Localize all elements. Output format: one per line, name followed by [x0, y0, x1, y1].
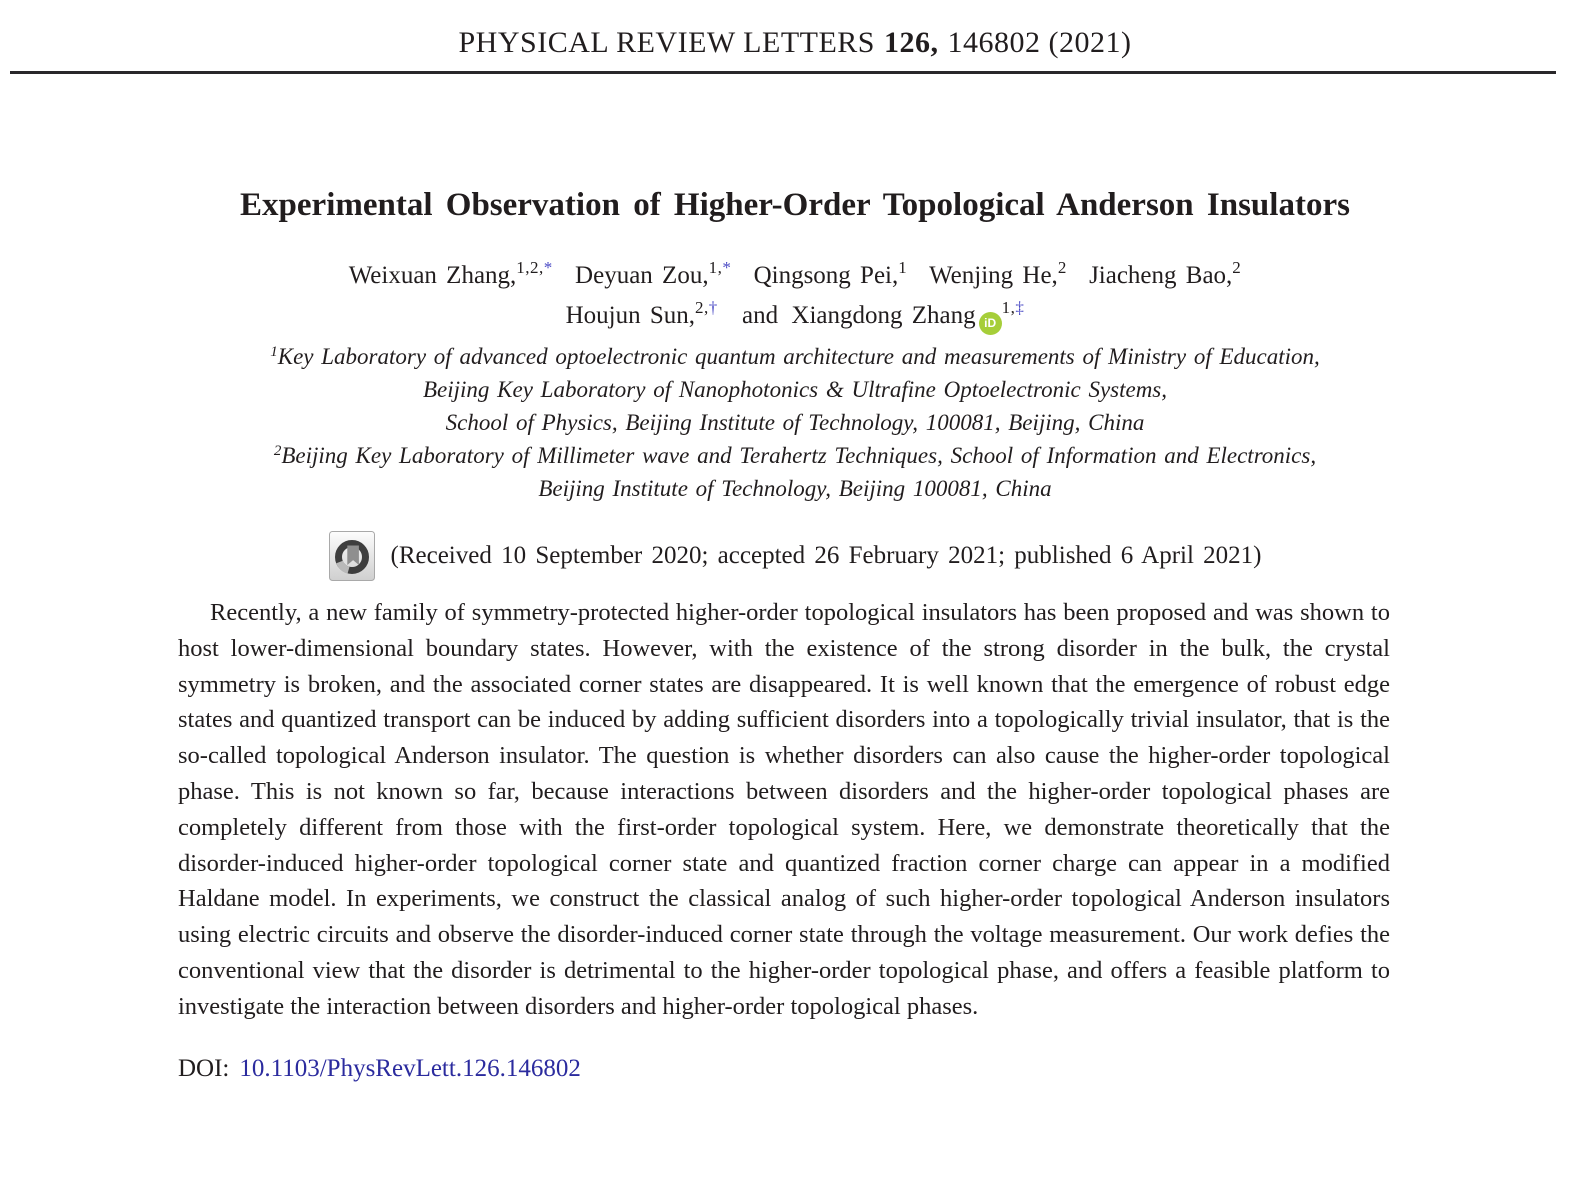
author-affiliation-ref[interactable]: 2 [1057, 258, 1067, 277]
author: Jiacheng Bao,$^2$ [1089, 258, 1242, 289]
doi-link[interactable]: 10.1103/PhysRevLett.126.146802 [239, 1054, 581, 1082]
journal-header [0, 0, 1590, 60]
affiliation-line: Beijing Institute of Technology, Beijing 100081, China [538, 476, 1052, 501]
author: Deyuan Zou,$^{1,*}$ [575, 258, 732, 289]
author: Xiangdong Zhang $iD^{1,\ddagger}$ [791, 302, 1024, 329]
author-affiliation-ref[interactable]: 1 [898, 258, 908, 277]
author-list [0, 256, 1590, 336]
header-divider [10, 71, 1556, 74]
author-affiliation-ref[interactable]: 2 [1232, 258, 1242, 277]
page-title: Experimental Observation of Higher-Order Topological Anderson Insulators [240, 187, 1350, 223]
affiliation-number: 1 [270, 344, 278, 360]
affiliation-line: $^1$Key Laboratory of advanced optoelectronic quantum architecture and measurements of Ministry of Education, [270, 344, 1320, 369]
affiliation-line: School of Physics, Beijing Institute of Technology, 100081, Beijing, China [445, 410, 1145, 435]
affiliation-list [0, 340, 1590, 505]
authors-conjunction: and [742, 302, 779, 329]
doi-label: DOI: [178, 1054, 230, 1082]
abstract-text: Recently, a new family of symmetry-protected higher-order topological insulators has been proposed and was shown to host lower-dimensional boundary states. However, with the existence of the strong disorder in the bulk, the crystal symmetry is broken, and the associated corner states are disappeared. It is well known that the emergence of robust edge states and quantized transport can be induced by adding sufficient disorders into a topologically trivial insulator, that is the so-called topological Anderson insulator. The question is whether disorders can also cause the higher-order topological phase. This is not known so far, because interactions between disorders and the higher-order topological phases are completely different from those with the first-order topological system. Here, we demonstrate theoretically that the disorder-induced higher-order topological corner state and quantized fraction corner charge can appear in a modified Haldane model. In experiments, we construct the classical analog of such higher-order topological Anderson insulators using electric circuits and observe the disorder-induced corner state through the voltage measurement. Our work defies the conventional view that the disorder is detrimental to the higher-order topological phase, and offers a feasible platform to investigate the interaction between disorders and higher-order topological phases. [178, 599, 1390, 1020]
journal-article-number: 146802 (2021) [947, 26, 1132, 59]
journal-volume: 126, [884, 26, 939, 59]
author-affiliation-ref[interactable]: 1,‡ [1001, 298, 1025, 317]
received-dates: (Received 10 September 2020; accepted 26 February 2021; published 6 April 2021) [390, 542, 1262, 569]
affiliation-line: Beijing Key Laboratory of Nanophotonics & Ultrafine Optoelectronic Systems, [422, 377, 1168, 402]
author-affiliation-ref[interactable]: 1,2,* [516, 258, 553, 277]
doi-line [178, 1055, 1590, 1083]
received-row [0, 531, 1590, 581]
author-affiliation-ref[interactable]: 2,† [695, 298, 718, 317]
footnote-marker[interactable]: ‡ [1015, 298, 1025, 317]
author-affiliation-ref[interactable]: 1,* [708, 258, 732, 277]
author-line-2 [0, 296, 1590, 336]
footnote-marker[interactable]: * [722, 258, 732, 277]
author: Wenjing He,$^2$ [929, 258, 1067, 289]
affiliation-number: 2 [273, 443, 282, 459]
author: Weixuan Zhang,$^{1,2,*}$ [348, 258, 553, 289]
affiliation-line: $^2$Beijing Key Laboratory of Millimeter wave and Terahertz Techniques, School of Information and Electronics, [273, 443, 1317, 468]
crossmark-icon[interactable] [329, 531, 375, 581]
author: Qingsong Pei,$^1$ [753, 258, 908, 289]
orcid-icon[interactable]: iD [979, 312, 1002, 335]
footnote-marker[interactable]: † [708, 298, 718, 317]
journal-name: PHYSICAL REVIEW LETTERS [458, 26, 875, 59]
author: Houjun Sun,$^{2,\dagger}$ [565, 298, 718, 329]
footnote-marker[interactable]: * [543, 258, 553, 277]
author-line-1 [0, 256, 1590, 296]
